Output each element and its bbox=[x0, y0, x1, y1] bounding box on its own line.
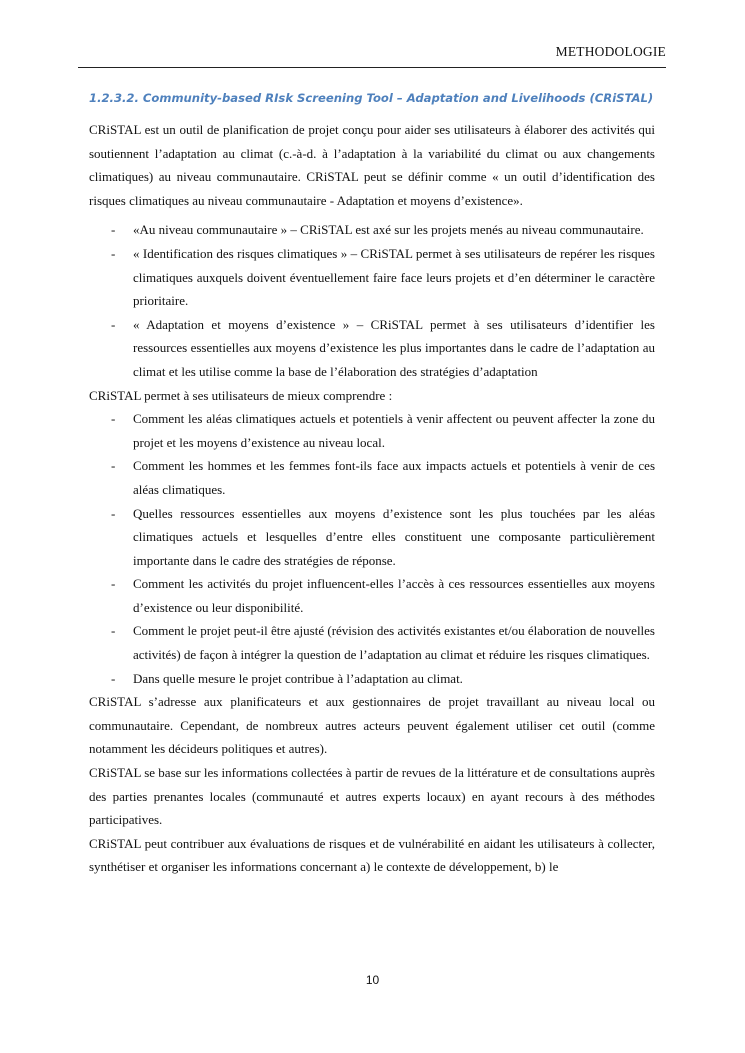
list-item bbox=[89, 667, 655, 691]
contribution-paragraph: CRiSTAL peut contribuer aux évaluations de risques et de vulnérabilité en aidant les utilisateurs à collecter, synthétiser et organiser les informations concernant a) le contexte de développement, b) le bbox=[89, 835, 655, 875]
list-item bbox=[89, 502, 655, 573]
list-item-text: « Identification des risques climatiques » – CRiSTAL permet à ses utilisateurs de repérer les risques climatiques auxquels doivent éventuellement faire face leurs projets et d’en déterminer le caractère prioritaire. bbox=[133, 245, 655, 309]
intro-paragraph: CRiSTAL est un outil de planification de projet conçu pour aider ses utilisateurs à élaborer des activités qui soutiennent l’adaptation au climat (c.-à-d. à l’adaptation à la variabilité du climat ou aux changements climatiques) au niveau communautaire. CRiSTAL peut se définir comme « un outil d’identification des risques climatiques au niveau communautaire - Adaptation et moyens d’existence». bbox=[89, 122, 655, 208]
definition-list bbox=[89, 218, 655, 383]
understand-list bbox=[89, 407, 655, 690]
list-item-text: Comment les hommes et les femmes font-ils face aux impacts actuels et potentiels à venir de ces aléas climatiques. bbox=[133, 458, 655, 497]
list-item bbox=[89, 407, 655, 454]
list-dash: - bbox=[111, 458, 116, 474]
understand-intro: CRiSTAL permet à ses utilisateurs de mieux comprendre : bbox=[89, 387, 393, 403]
page-number: 10 bbox=[365, 973, 380, 987]
list-dash: - bbox=[111, 623, 116, 639]
page-body bbox=[89, 86, 655, 879]
list-item bbox=[89, 242, 655, 313]
section-heading: 1.2.3.2. Community-based RIsk Screening Tool – Adaptation and Livelihoods (CRiSTAL) bbox=[89, 91, 654, 105]
list-item bbox=[89, 572, 655, 619]
list-item-text: Dans quelle mesure le projet contribue à l’adaptation au climat. bbox=[133, 670, 463, 686]
list-item-text: «Au niveau communautaire » – CRiSTAL est axé sur les projets menés au niveau communautaire. bbox=[133, 222, 644, 238]
list-item bbox=[89, 313, 655, 384]
list-item bbox=[89, 218, 655, 242]
list-item bbox=[89, 454, 655, 501]
running-header: METHODOLOGIE bbox=[555, 44, 666, 59]
list-item-text: « Adaptation et moyens d’existence » – CRiSTAL permet à ses utilisateurs d’identifier les ressources essentielles aux moyens d’existence les plus importantes dans le cadre de l’adaptation au climat et les utilise comme la base de l’élaboration des stratégies d’adaptation bbox=[133, 316, 655, 379]
list-item bbox=[89, 619, 655, 666]
list-dash: - bbox=[111, 316, 116, 332]
list-dash: - bbox=[111, 222, 116, 238]
list-item-text: Comment les activités du projet influencent-elles l’accès à ces ressources essentielles aux moyens d’existence ou leur disponibilité. bbox=[133, 576, 655, 615]
list-dash: - bbox=[111, 411, 116, 427]
list-dash: - bbox=[111, 505, 116, 521]
header-divider bbox=[78, 67, 666, 68]
list-dash: - bbox=[111, 670, 116, 686]
sources-paragraph: CRiSTAL se base sur les informations collectées à partir de revues de la littérature et de consultations auprès des parties prenantes locales (communauté et autres experts locaux) en ayant recours à des méthodes participatives. bbox=[89, 765, 655, 828]
list-item-text: Comment le projet peut-il être ajusté (révision des activités existantes et/ou élaboration de nouvelles activités) de façon à intégrer la question de l’adaptation au climat et réduire les risques climatiques. bbox=[133, 623, 655, 663]
list-dash: - bbox=[111, 576, 116, 592]
list-dash: - bbox=[111, 245, 116, 261]
list-item-text: Quelles ressources essentielles aux moyens d’existence sont les plus touchées par les aléas climatiques actuels et lesquelles d’entre elles constituent une composante particulièrement importante dans le cadre des stratégies de réponse. bbox=[133, 505, 655, 568]
audience-paragraph: CRiSTAL s’adresse aux planificateurs et aux gestionnaires de projet travaillant au niveau local ou communautaire. Cependant, de nombreux autres acteurs peuvent également utiliser cet outil (comme notamment les décideurs politiques et autres). bbox=[89, 694, 655, 757]
list-item-text: Comment les aléas climatiques actuels et potentiels à venir affectent ou peuvent affecter la zone du projet et les moyens d’existence au niveau local. bbox=[133, 411, 655, 450]
